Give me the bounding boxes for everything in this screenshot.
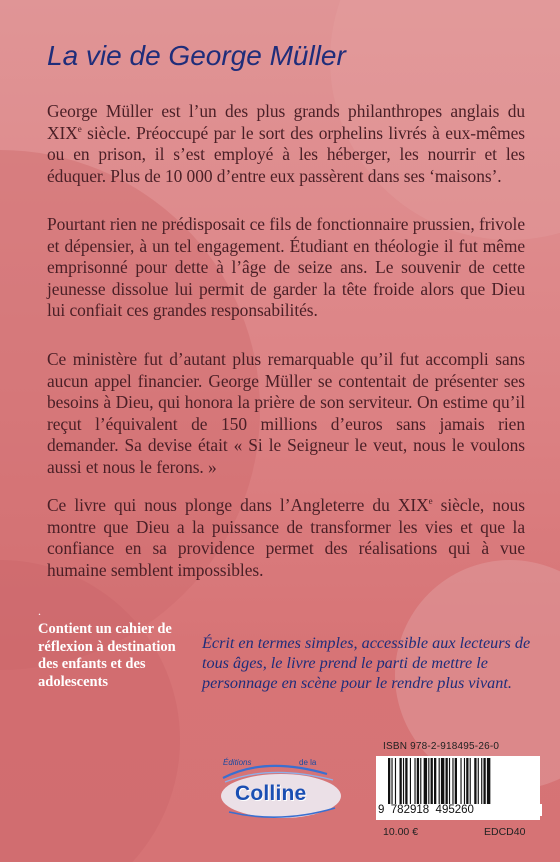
barcode-bar <box>428 758 429 804</box>
barcode-bar <box>441 758 444 810</box>
paragraph-3: Ce ministère fut d’autant plus remarquable qu’il fut accompli sans aucun appel financier. George Müller se contentait de présenter ses besoins à Dieu, qui honora la prière de son serviteur. On estime qu’il reçut l’équivalent de 150 millions d’euros sans jamais rien demander. Sa devise était « Si le Seigneur le veut, nous le voulons aussi et nous le ferons. » <box>47 349 525 477</box>
barcode-bar <box>464 758 465 804</box>
barcode-bar <box>449 758 450 804</box>
paragraph-4: Ce livre qui nous plonge dans l’Angleterre du XIXe siècle, nous montre que Dieu a la puissance de transformer les vies et que la confiance en sa providence permet des réalisations qui à vue humaine semblent impossibles. <box>47 495 525 580</box>
barcode-bar <box>420 758 421 804</box>
bullet-dot: . <box>38 604 41 618</box>
publisher-name: Colline <box>235 782 307 805</box>
barcode-bar <box>410 758 411 804</box>
barcode-bar <box>439 758 440 810</box>
publisher-line1: Éditions <box>223 758 252 767</box>
book-title: La vie de George Müller <box>47 40 346 71</box>
product-code: EDCD40 <box>484 826 526 838</box>
barcode-bar <box>483 758 485 804</box>
side-note: Contient un cahier de réflexion à destination des enfants et des adolescents <box>38 621 176 690</box>
barcode-bar <box>405 758 407 804</box>
barcode-bar <box>414 758 415 804</box>
barcode-bar <box>431 758 433 804</box>
barcode-bar <box>455 758 457 804</box>
barcode-bar <box>470 758 471 804</box>
barcode-bar <box>391 758 392 810</box>
barcode-bar <box>466 758 468 804</box>
isbn: ISBN 978-2-918495-26-0 <box>383 741 500 752</box>
barcode-bar <box>478 758 479 804</box>
barcode-bar <box>446 758 448 804</box>
paragraph-1: George Müller est l’un des plus grands philanthropes anglais du XIXe siècle. Préoccupé par le sort des orphelins livrés à eux-mêmes ou en prison, il s’est employé à les héberger, les nourrir et les éduquer. Plus de 10 000 d’entre eux passèrent dans ses ‘maisons’. <box>47 101 525 186</box>
barcode-bar <box>434 758 436 804</box>
barcode-digits: 9 782918 495260 <box>376 804 542 816</box>
barcode-bar <box>417 758 419 804</box>
paragraph-2: Pourtant rien ne prédisposait ce fils de fonctionnaire prussien, frivole et dépensier, à un tel engagement. Étudiant en théologie il fut même emprisonné pour dette à l’âge de seize ans. Le souvenir de cette jeunesse dissolue lui permit de garder la tête froide alors que Dieu lui confiait ces grandes responsabilités. <box>47 214 525 321</box>
barcode-bar <box>460 758 461 804</box>
publisher-line2: de la <box>299 758 317 767</box>
barcode-bar <box>487 758 490 810</box>
barcode-bar <box>388 758 390 810</box>
barcode-bar <box>395 758 396 804</box>
publisher-logo <box>215 752 345 824</box>
barcode-bar <box>403 758 404 804</box>
price: 10.00 € <box>383 826 419 838</box>
barcode-bar <box>481 758 482 804</box>
barcode-bar <box>424 758 427 804</box>
barcode-bar <box>452 758 453 804</box>
barcode-bar <box>400 758 402 804</box>
quote-text: Écrit en termes simples, accessible aux lecteurs de tous âges, le livre prend le parti de mettre le personnage en scène pour le rendre plus vivant. <box>202 634 531 693</box>
barcode <box>376 756 540 820</box>
barcode-bar <box>474 758 476 804</box>
